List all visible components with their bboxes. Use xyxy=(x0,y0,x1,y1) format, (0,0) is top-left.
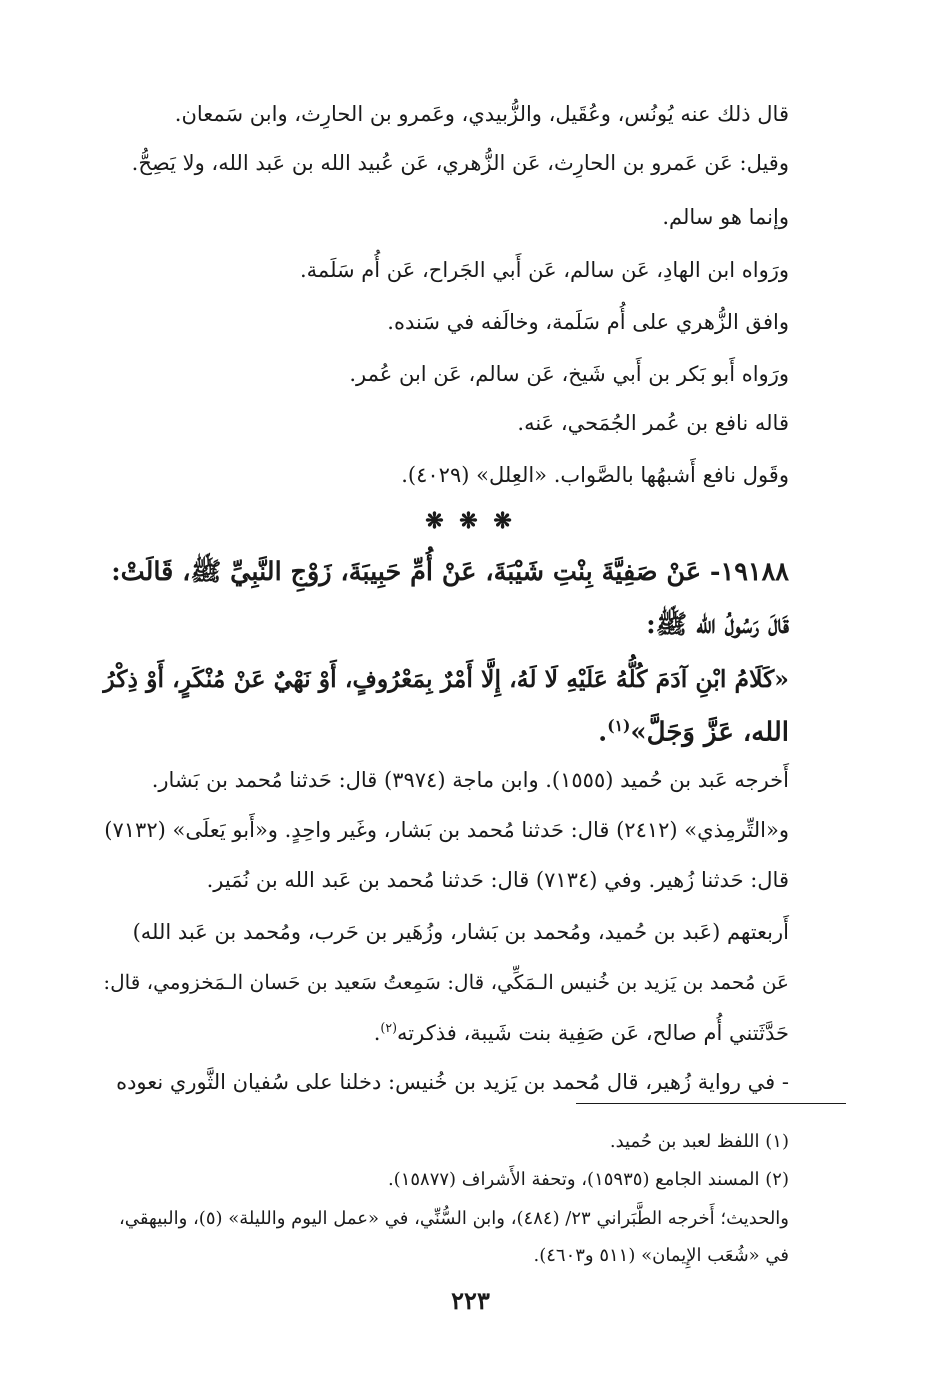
section-separator-stars: ❋ ❋ ❋ xyxy=(425,508,516,534)
footnote-ref-2: (٢) xyxy=(380,1020,398,1035)
commentary-line-5: وافق الزُّهري على أُم سَلَمة، وخالَفه في سَنده. xyxy=(387,310,789,334)
takhrij-line-6-end: . xyxy=(373,1021,381,1045)
footnote-ref-1: (١) xyxy=(607,716,631,735)
commentary-line-8: وقَول نافع أَشبهُها بالصَّواب. «العِلل» (٤٠٢٩). xyxy=(401,463,789,487)
footnote-1: (١) اللفظ لعبد بن حُميد. xyxy=(609,1131,789,1152)
footnote-2-continuation-1: والحديث؛ أَخرجه الطَّبَراني ٢٣/ (٤٨٤)، وابن السُّنِّي، في «عمل اليوم والليلة» (٥)، والبيهقي، xyxy=(119,1208,789,1229)
takhrij-line-1: أَخرجه عَبد بن حُميد (١٥٥٥). وابن ماجة (٣٩٧٤) قال: حَدثنا مُحمد بن بَشار. xyxy=(151,768,789,792)
commentary-line-6: ورَواه أَبو بَكر بن أَبي شَيخ، عَن سالم، عَن ابن عُمر. xyxy=(349,362,789,386)
commentary-line-1: قال ذلك عنه يُونُس، وعُقَيل، والزُّبيدي، وعَمرو بن الحارِث، وابن سَمعان. xyxy=(174,102,789,126)
takhrij-line-4: أَربعتهم (عَبد بن حُميد، ومُحمد بن بَشار، وزُهَير بن حَرب، ومُحمد بن عَبد الله) xyxy=(132,920,789,944)
takhrij-line-2: و«التِّرمِذي» (٢٤١٢) قال: حَدثنا مُحمد بن بَشار، وغَير واحِدٍ. و«أَبو يَعلَى» (٧١٣٢) xyxy=(104,818,789,842)
commentary-line-4: ورَواه ابن الهادِ، عَن سالم، عَن أَبي الجَراح، عَن أُم سَلَمة. xyxy=(300,258,789,282)
hadith-line-4-end: . xyxy=(598,717,608,748)
takhrij-line-7: - في رواية زُهير، قال مُحمد بن يَزيد بن خُنيس: دخلنا على سُفيان الثَّوري نعوده xyxy=(116,1070,789,1094)
hadith-line-1: ١٩١٨٨- عَنْ صَفِيَّةَ بِنْتِ شَيْبَةَ، عَنْ أُمِّ حَبِيبَةَ، زَوْجِ النَّبِيِّ ﷺ، قَالَتْ: xyxy=(111,557,789,587)
page-number: ٢٢٣ xyxy=(451,1286,490,1315)
hadith-line-4-text: الله، عَزَّ وَجَلَّ» xyxy=(630,717,789,748)
hadith-line-4 xyxy=(598,718,789,746)
footnote-2: (٢) المسند الجامع (١٥٩٣٥)، وتحفة الأَشراف (١٥٨٧٧). xyxy=(387,1169,789,1190)
hadith-line-2: قَالَ رَسُولُ الله ﷺ: xyxy=(646,610,789,640)
commentary-line-7: قاله نافع بن عُمر الجُمَحي، عَنه. xyxy=(517,411,789,435)
commentary-line-3: وإنما هو سالم. xyxy=(662,205,789,229)
takhrij-line-5: عَن مُحمد بن يَزيد بن خُنيس الـمَكِّي، قال: سَمِعتُ سَعيد بن حَسان الـمَخزومي، قال: xyxy=(103,970,789,994)
takhrij-line-3: قال: حَدثنا زُهير. وفي (٧١٣٤) قال: حَدثنا مُحمد بن عَبد الله بن نُمَير. xyxy=(206,868,789,892)
commentary-line-2: وقيل: عَن عَمرو بن الحارِث، عَن الزُّهري، عَن عُبيد الله بن عَبد الله، ولا يَصِحُّ. xyxy=(131,151,789,175)
footnote-separator xyxy=(576,1103,846,1104)
takhrij-line-6-text: حَدَّثَتني أُم صالح، عَن صَفِية بنت شَيبة، فذكرته xyxy=(397,1021,789,1045)
hadith-line-3: «كَلَامُ ابْنِ آدَمَ كُلُّهُ عَلَيْهِ لَا لَهُ، إِلَّا أَمْرٌ بِمَعْرُوفٍ، أَوْ نَهْيٌ عَنْ مُنْكَرٍ، أَوْ ذِكْرُ xyxy=(103,665,789,693)
takhrij-line-6 xyxy=(374,1022,789,1044)
footnote-2-continuation-2: في «شُعَب الإِيمان» (٥١١ و٤٦٠٣). xyxy=(533,1245,789,1266)
